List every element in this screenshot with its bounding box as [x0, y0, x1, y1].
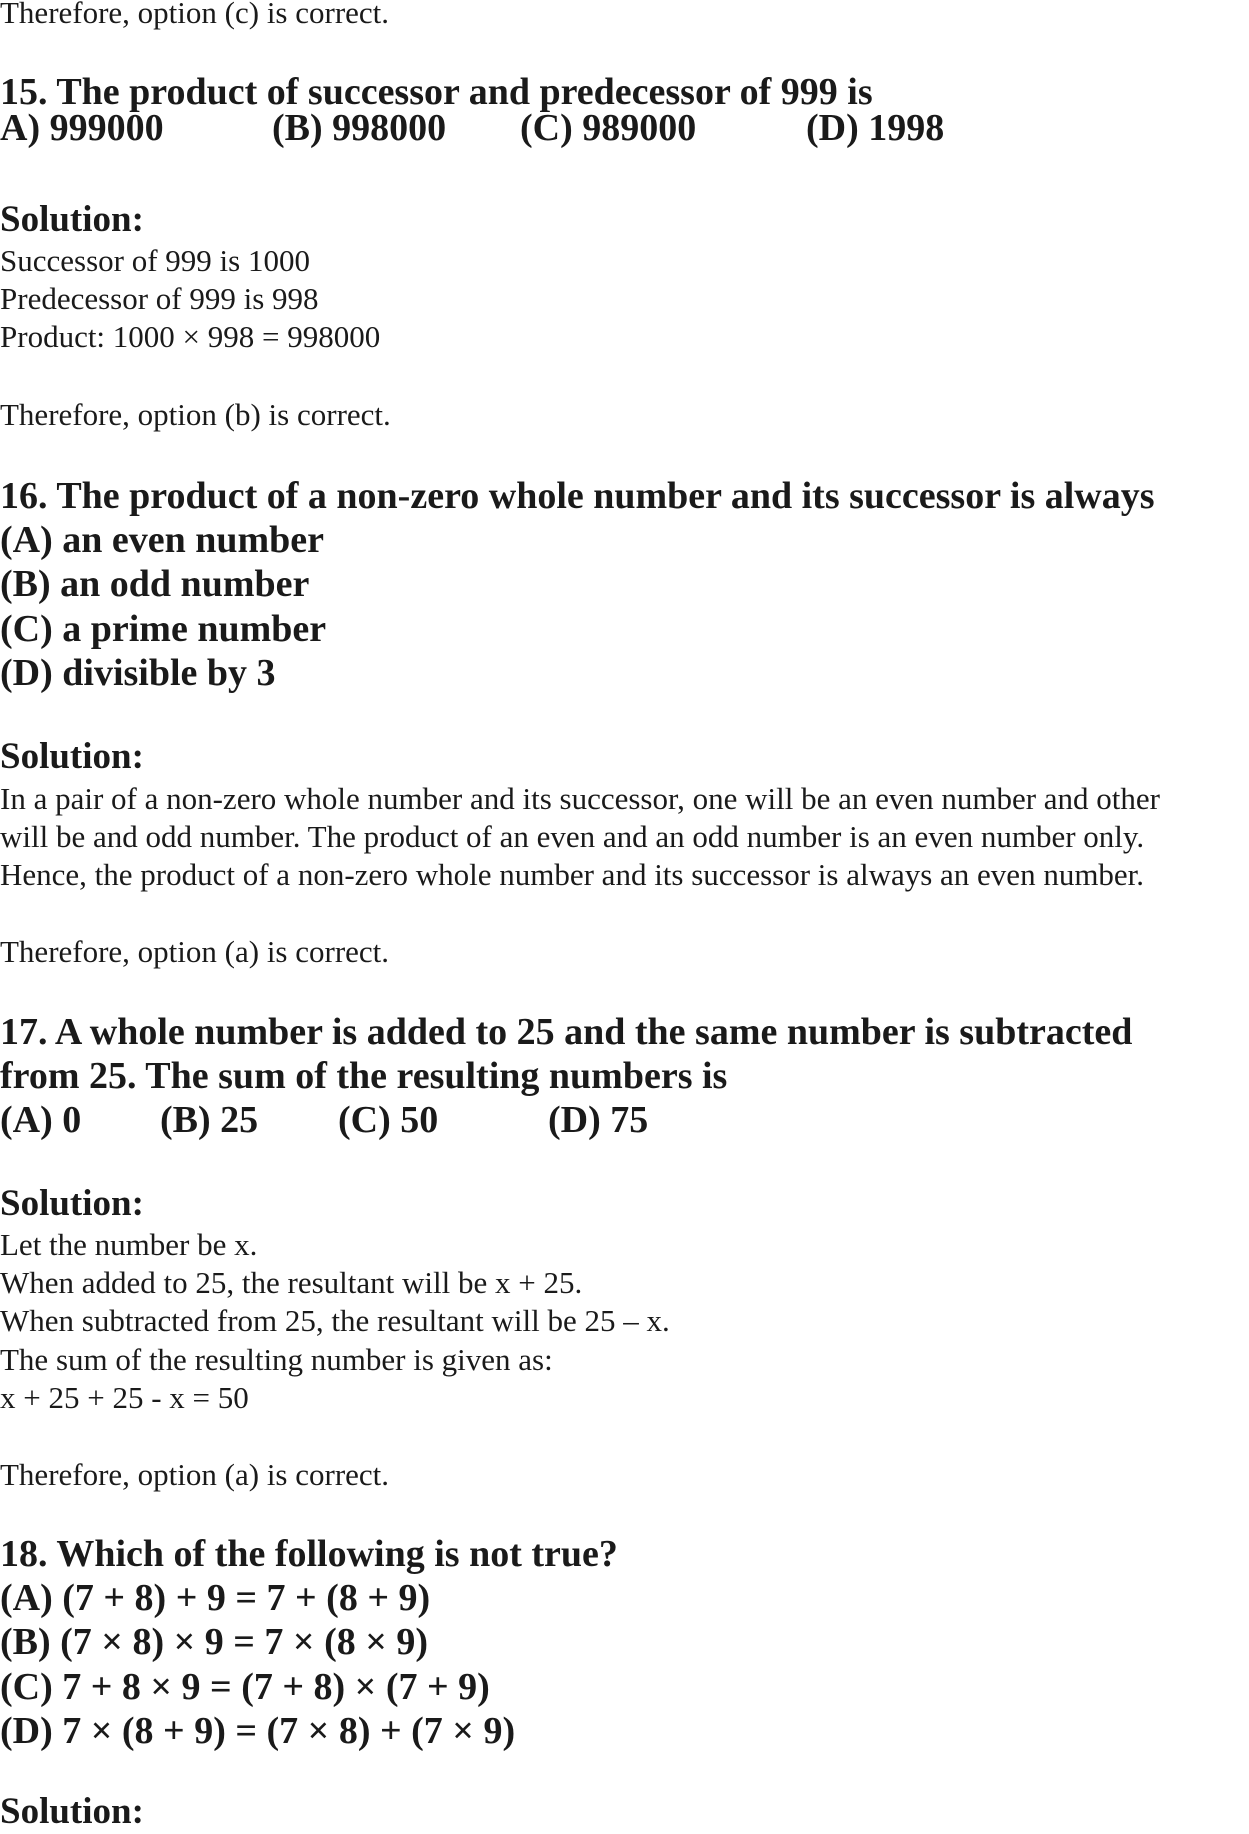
q17-solution-line-3: When subtracted from 25, the resultant will be 25 – x.: [0, 1303, 670, 1338]
q16-conclusion: Therefore, option (a) is correct.: [0, 934, 390, 969]
prev-conclusion: Therefore, option (c) is correct.: [0, 0, 390, 30]
q18-option-b: (B) (7 × 8) × 9 = 7 × (8 × 9): [0, 1621, 429, 1663]
q17-question-line-1: 17. A whole number is added to 25 and the same number is subtracted: [0, 1011, 1133, 1053]
q17-option-c: (C) 50: [338, 1099, 439, 1141]
q18-question: 18. Which of the following is not true?: [0, 1533, 618, 1575]
q17-solution-line-4: The sum of the resulting number is given as:: [0, 1342, 553, 1377]
q15-option-b: (B) 998000: [272, 107, 447, 149]
q17-option-b: (B) 25: [160, 1099, 259, 1141]
q18-option-a: (A) (7 + 8) + 9 = 7 + (8 + 9): [0, 1577, 431, 1619]
q17-question-line-2: from 25. The sum of the resulting numbers is: [0, 1055, 728, 1097]
q16-solution-line-3: Hence, the product of a non-zero whole number and its successor is always an even number.: [0, 857, 1145, 892]
q15-solution-heading: Solution:: [0, 199, 144, 240]
q17-option-d: (D) 75: [548, 1099, 649, 1141]
q17-solution-heading: Solution:: [0, 1183, 144, 1224]
q15-solution-line-2: Predecessor of 999 is 998: [0, 281, 319, 316]
q16-option-a: (A) an even number: [0, 519, 325, 561]
q15-conclusion: Therefore, option (b) is correct.: [0, 397, 391, 432]
q15-solution-line-1: Successor of 999 is 1000: [0, 243, 310, 278]
q16-solution-line-1: In a pair of a non-zero whole number and its successor, one will be an even number and other: [0, 781, 1161, 816]
q15-option-a: A) 999000: [0, 107, 164, 149]
q15-question: 15. The product of successor and predecessor of 999 is: [0, 71, 873, 113]
q16-option-b: (B) an odd number: [0, 563, 310, 605]
q15-solution-line-3: Product: 1000 × 998 = 998000: [0, 319, 381, 354]
q17-solution-line-2: When added to 25, the resultant will be x + 25.: [0, 1265, 583, 1300]
q16-option-d: (D) divisible by 3: [0, 652, 276, 694]
q17-conclusion: Therefore, option (a) is correct.: [0, 1457, 390, 1492]
q16-option-c: (C) a prime number: [0, 608, 327, 650]
q17-option-a: (A) 0: [0, 1099, 82, 1141]
q15-option-d: (D) 1998: [806, 107, 945, 149]
q18-option-c: (C) 7 + 8 × 9 = (7 + 8) × (7 + 9): [0, 1666, 490, 1708]
q18-option-d: (D) 7 × (8 + 9) = (7 × 8) + (7 × 9): [0, 1710, 516, 1752]
q15-option-c: (C) 989000: [520, 107, 697, 149]
q16-solution-line-2: will be and odd number. The product of an even and an odd number is an even number only.: [0, 819, 1145, 854]
q17-solution-line-5: x + 25 + 25 - x = 50: [0, 1380, 249, 1415]
q17-solution-line-1: Let the number be x.: [0, 1227, 258, 1262]
q16-solution-heading: Solution:: [0, 736, 144, 777]
q16-question: 16. The product of a non-zero whole number and its successor is always: [0, 475, 1155, 517]
q18-solution-heading: Solution:: [0, 1791, 144, 1832]
